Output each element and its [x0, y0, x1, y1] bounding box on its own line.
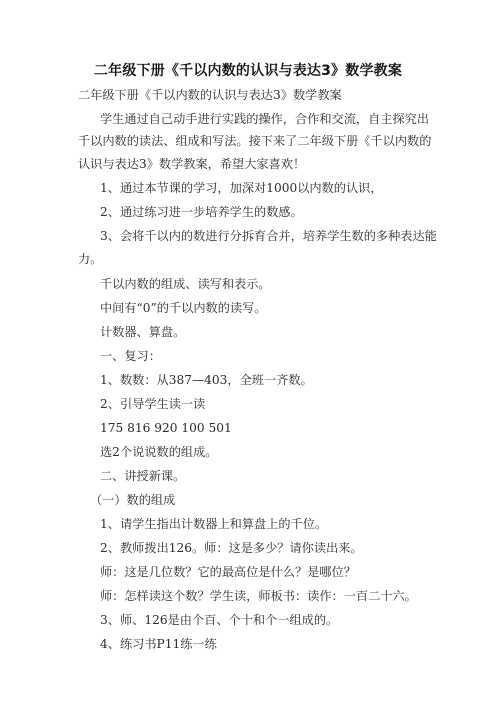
- lesson-step-1: 1、请学生指出计数器上和算盘上的千位。: [100, 517, 328, 531]
- section-heading-review: 一、复习：: [100, 349, 161, 363]
- lesson-step-2: 2、教师拨出126。师：这是多少？请你读出来。: [100, 541, 363, 555]
- objective-3: 3、会将千以内的数进行分拆育合并，培养学生数的多种表达能: [100, 229, 437, 243]
- objective-1: 1、通过本节课的学习，加深对1000以内数的认识，: [100, 181, 383, 195]
- document-title: 二年级下册《千以内数的认识与表达3》数学教案: [93, 63, 403, 79]
- lesson-step-4: 4、练习书P11练一练: [100, 637, 217, 651]
- dialogue-line: 师：这是几位数？它的最高位是什么？是哪位？: [100, 565, 356, 579]
- objective-3-cont: 力。: [78, 252, 103, 266]
- review-note: 选2个说说数的组成。: [100, 445, 218, 459]
- objective-2: 2、通过练习进一步培养学生的数感。: [100, 205, 303, 219]
- section-heading-new-lesson: 二、讲授新课。: [100, 469, 186, 483]
- review-item-2: 2、引导学生读一读: [100, 397, 206, 411]
- subsection-heading: （一）数的组成: [90, 493, 176, 507]
- paragraph-line: 认识与表达3》数学教案，希望大家喜欢！: [78, 157, 306, 171]
- paragraph-line: 学生通过自己动手进行实践的操作，合作和交流，自主探究出: [100, 112, 430, 126]
- subtitle-line: 二年级下册《千以内数的认识与表达3》数学教案: [78, 88, 342, 102]
- number-list: 175 816 920 100 501: [100, 421, 232, 435]
- paragraph-line: 千以内数的读法、组成和写法。接下来了二年级下册《千以内数的: [78, 134, 432, 148]
- dialogue-line: 师：怎样读这个数？学生读，师板书：读作：一百二十六。: [100, 589, 417, 603]
- difficult-point: 中间有“0”的千以内数的读写。: [100, 301, 267, 315]
- teaching-aids: 计数器、算盘。: [100, 325, 186, 339]
- review-item-1: 1、数数：从387—403，全班一齐数。: [100, 373, 313, 387]
- key-point: 千以内数的组成、读写和表示。: [100, 277, 271, 291]
- lesson-step-3: 3、师、126是由个百、个十和个一组成的。: [100, 613, 339, 627]
